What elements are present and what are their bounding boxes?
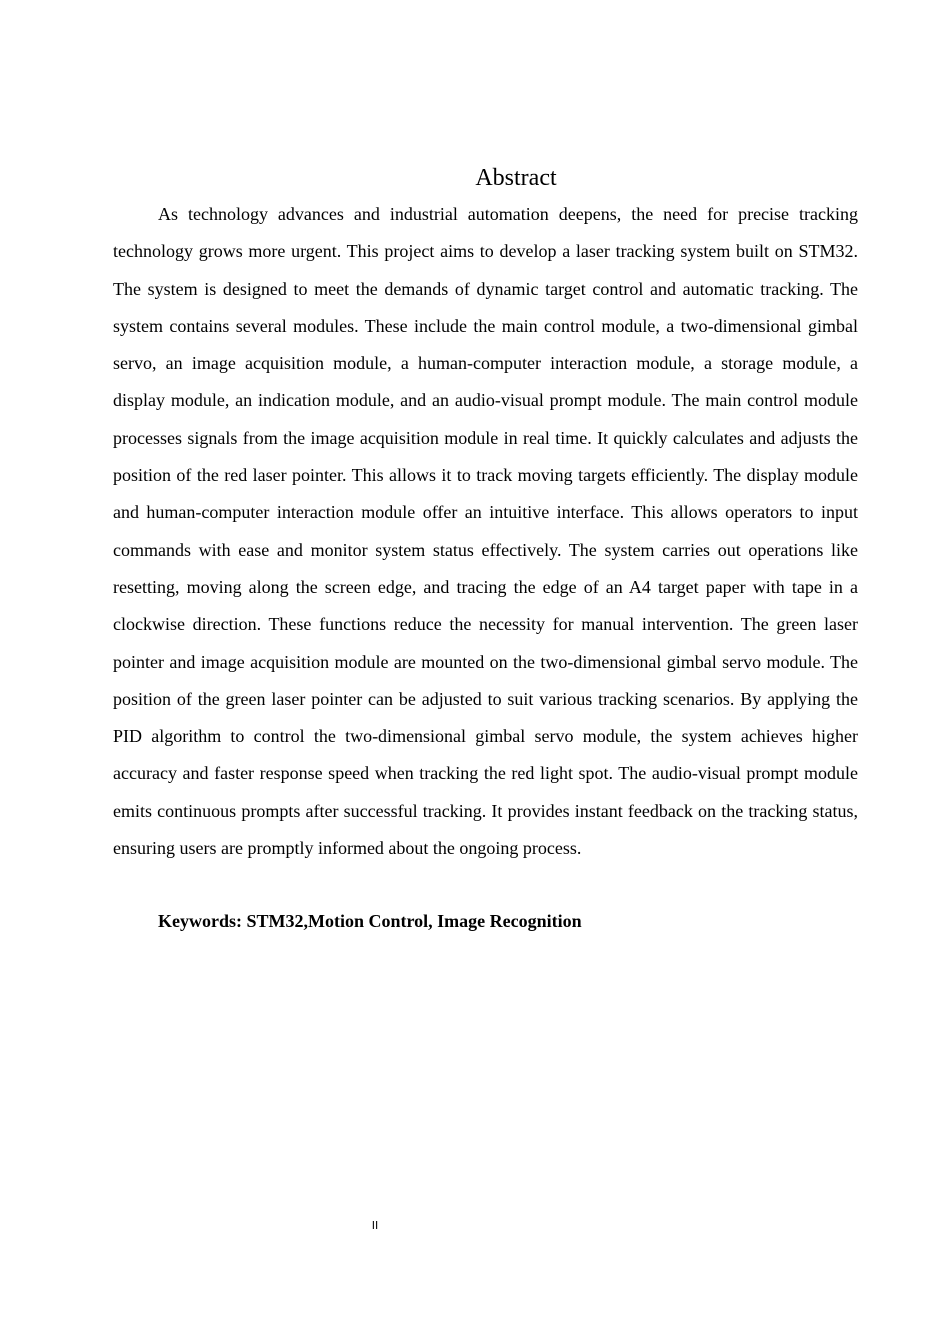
page-number: II [371,1219,379,1232]
abstract-body: As technology advances and industrial automation deepens, the need for precise tracking technology grows more urgent. This project aims to develop a laser tracking system built on STM32. The system is designed to meet the demands of dynamic target control and automatic tracking. The system contains several modules. These include the main control module, a two-dimensional gimbal servo, an image acquisition module, a human-computer interaction module, a storage module, a display module, an indication module, and an audio-visual prompt module. The main control module processes signals from the image acquisition module in real time. It quickly calculates and adjusts the position of the red laser pointer. This allows it to track moving targets efficiently. The display module and human-computer interaction module offer an intuitive interface. This allows operators to input commands with ease and monitor system status effectively. The system carries out operations like resetting, moving along the screen edge, and tracing the edge of an A4 target paper with tape in a clockwise direction. These functions reduce the necessity for manual intervention. The green laser pointer and image acquisition module are mounted on the two-dimensional gimbal servo module. The position of the green laser pointer can be adjusted to suit various tracking scenarios. By applying the PID algorithm to control the two-dimensional gimbal servo module, the system achieves higher accuracy and faster response speed when tracking the red light spot. The audio-visual prompt module emits continuous prompts after successful tracking. It provides instant feedback on the tracking status, ensuring users are promptly informed about the ongoing process. [113,204,858,859]
abstract-title: Abstract [475,165,557,192]
keywords-line: Keywords: STM32,Motion Control, Image Recognition [158,911,582,931]
